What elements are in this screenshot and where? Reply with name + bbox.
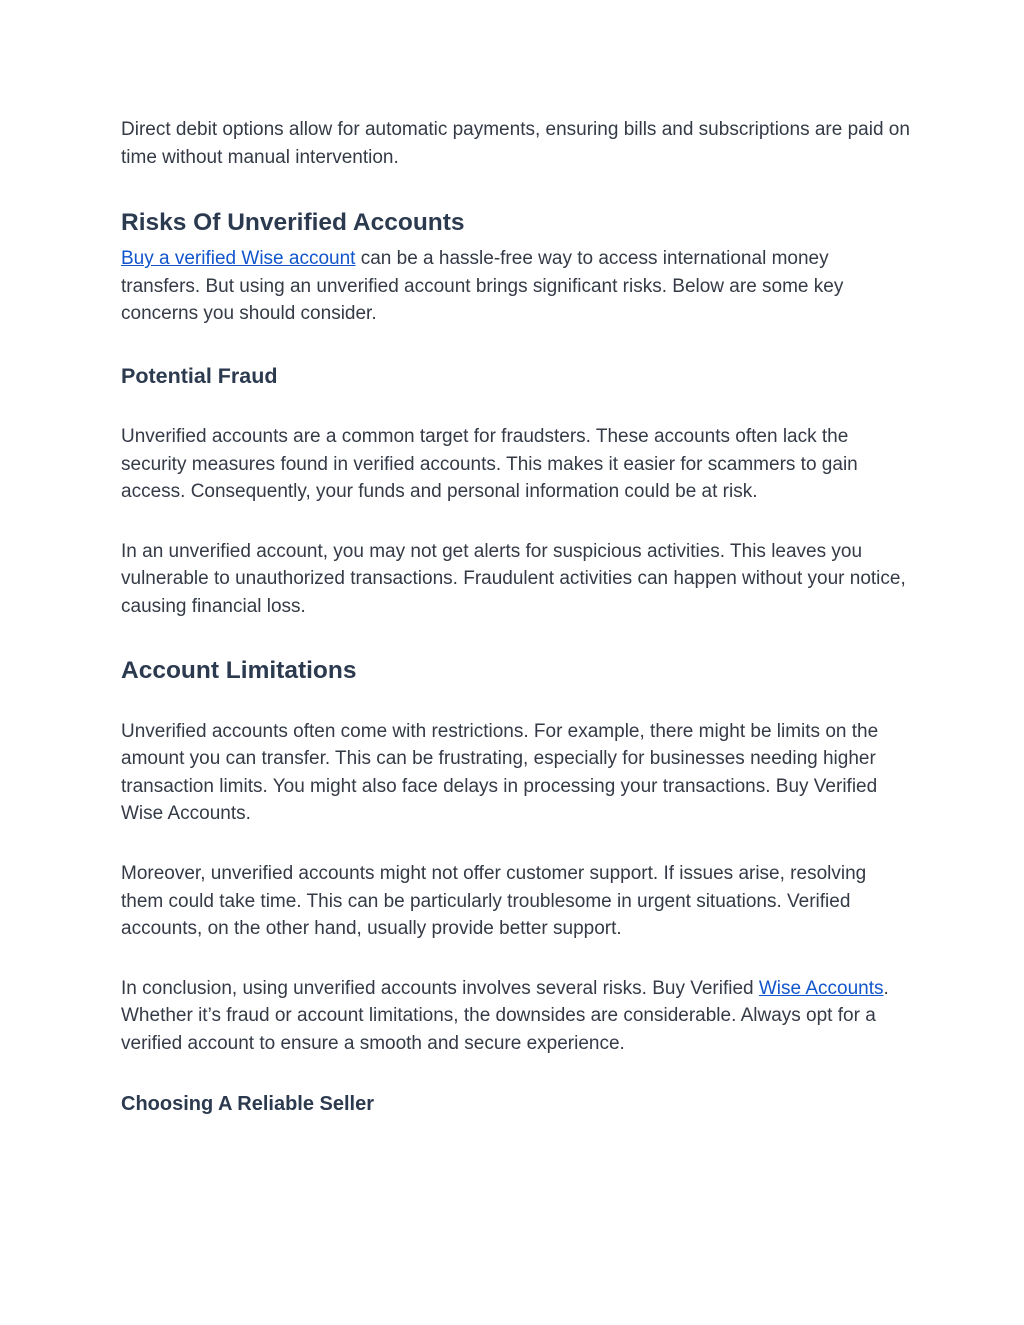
fraud-paragraph-1: Unverified accounts are a common target for fraudsters. These accounts often lack the security measures found in verified accounts. This makes it easier for scammers to gain access. Consequently, your funds and personal information could be at risk.: [121, 425, 858, 503]
buy-verified-wise-account-link[interactable]: Buy a verified Wise account: [121, 248, 356, 270]
conclusion-suffix: . Whether it’s fraud or account limitations, the downsides are considerable. Always opt for a verified account to ensure a smooth and secure experience.: [121, 977, 889, 1054]
risks-paragraph: [121, 245, 911, 328]
risks-heading: Risks Of Unverified Accounts: [121, 209, 465, 237]
potential-fraud-heading: Potential Fraud: [121, 363, 278, 388]
document-page: [121, 116, 911, 1118]
account-limitations-heading: Account Limitations: [121, 656, 357, 684]
fraud-paragraph-2: In an unverified account, you may not get alerts for suspicious activities. This leaves you vulnerable to unauthorized transactions. Fraudulent activities can happen without your notice, causing financial loss.: [121, 540, 906, 617]
choosing-reliable-seller-heading: Choosing A Reliable Seller: [121, 1093, 375, 1116]
wise-accounts-link[interactable]: Wise Accounts: [758, 977, 884, 999]
risks-paragraph-text: can be a hassle-free way to access international money transfers. But using an unverified account brings significant risks. Below are some key concerns you should consider.: [121, 248, 844, 325]
limitations-paragraph-2: Moreover, unverified accounts might not offer customer support. If issues arise, resolving them could take time. This can be particularly troublesome in urgent situations. Verified accounts, on the other hand, usually provide better support.: [121, 862, 867, 940]
conclusion-paragraph: [121, 975, 911, 1058]
intro-paragraph: Direct debit options allow for automatic payments, ensuring bills and subscriptions are paid on time without manual intervention.: [121, 119, 910, 168]
limitations-paragraph-1: Unverified accounts often come with restrictions. For example, there might be limits on the amount you can transfer. This can be frustrating, especially for businesses needing higher transaction limits. You might also face delays in processing your transactions. Buy Verified Wise Accounts.: [121, 720, 879, 825]
conclusion-prefix: In conclusion, using unverified accounts involves several risks. Buy Verified: [121, 977, 759, 999]
